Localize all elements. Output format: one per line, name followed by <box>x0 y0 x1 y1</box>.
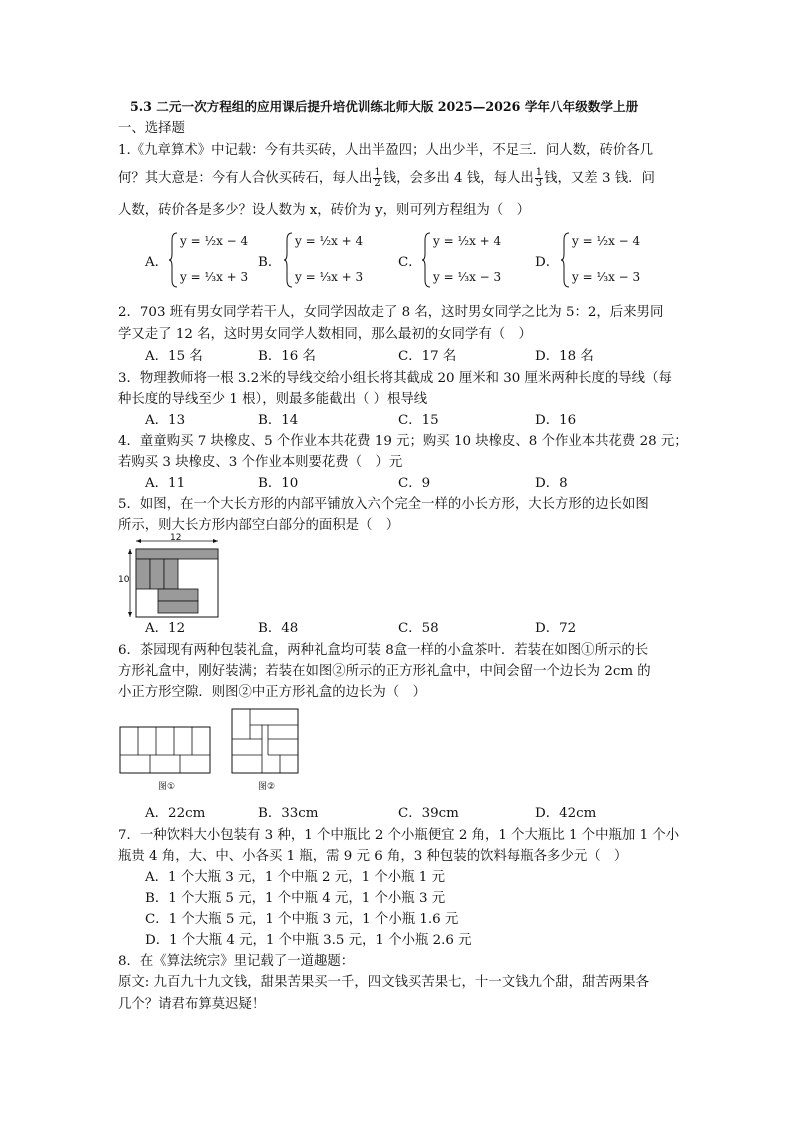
q2-line1: 2．703 班有男女同学若干人，女同学因故走了 8 名，这时男女同学之比为 5：2，后来男同 <box>118 305 664 320</box>
q4-option-d: D．8 <box>535 476 568 491</box>
q3-option-a: A．13 <box>145 413 186 428</box>
q3-option-d: D．16 <box>535 413 577 428</box>
q4-line2: 若购买 3 块橡皮、3 个作业本则要花费（ ）元 <box>118 455 403 470</box>
q7-option-a: A．1 个大瓶 3 元，1 个中瓶 2 元，1 个小瓶 1 元 <box>145 870 445 885</box>
q1-option-c-label: C． <box>398 255 422 270</box>
q1-option-a-eq2: y = ⅓x + 3 <box>180 270 249 284</box>
q7-line2: 瓶贵 4 角，大、中、小各买 1 瓶，需 9 元 6 角，3 种包装的饮料每瓶各多少元（ ） <box>118 849 628 864</box>
q7-option-b: B．1 个大瓶 5 元，1 个中瓶 4 元，1 个小瓶 3 元 <box>145 891 446 906</box>
q4-option-c: C．9 <box>398 476 431 491</box>
q1-line3: 人数，砖价各是多少？设人数为 x，砖价为 y，则可列方程组为（ ） <box>118 203 530 218</box>
q5-fig-height-label: 10 <box>118 575 130 585</box>
q6-option-b: B．33cm <box>258 806 319 821</box>
q1-option-d-eq1: y = ½x − 4 <box>572 234 641 248</box>
q1-option-b-eq1: y = ½x + 4 <box>295 234 364 248</box>
q6-figures <box>118 705 318 795</box>
q1-option-d-eq2: y = ⅓x − 3 <box>572 270 641 284</box>
q4-line1: 4．童童购买 7 块橡皮、5 个作业本共花费 19 元；购买 10 块橡皮、8 个作业本共花费 28 元； <box>118 434 688 449</box>
q5-option-a: A．12 <box>145 621 186 636</box>
q6-line3: 小正方形空隙．则图②中正方形礼盒的边长为（ ） <box>118 685 426 700</box>
q6-line2: 方形礼盒中，刚好装满；若装在如图②所示的正方形礼盒中，中间会留一个边长为 2cm 的 <box>118 664 651 679</box>
q7-option-d: D．1 个大瓶 4 元，1 个中瓶 3.5 元，1 个小瓶 2.6 元 <box>145 933 472 948</box>
page-title: 5.3 二元一次方程组的应用课后提升培优训练北师大版 2025—2026 学年八年级数学上册 <box>130 99 639 114</box>
q7-option-c: C．1 个大瓶 5 元，1 个中瓶 3 元，1 个小瓶 1.6 元 <box>145 912 459 927</box>
q1-option-a-label: A． <box>145 255 169 270</box>
q5-option-d: D．72 <box>535 621 577 636</box>
q8-line2: 原文: 九百九十九文钱，甜果苦果买一千，四文钱买苦果七，十一文钱九个甜，甜苦两果各 <box>118 975 649 990</box>
brace-icon <box>560 232 570 288</box>
brace-icon <box>283 232 293 288</box>
fraction-half: $\frac{1}{2}$ <box>374 167 381 189</box>
q3-option-c: C．15 <box>398 413 439 428</box>
q5-option-c: C．58 <box>398 621 439 636</box>
q7-line1: 7．一种饮料大小包装有 3 种，1 个中瓶比 2 个小瓶便宜 2 角，1 个大瓶比 1 个中瓶加 1 个小 <box>118 828 680 843</box>
q5-figure <box>118 535 228 620</box>
brace-icon <box>168 232 178 288</box>
q1-option-d-system <box>560 232 650 292</box>
q1-option-b-eq2: y = ⅓x + 3 <box>295 270 364 284</box>
q5-option-b: B．48 <box>258 621 299 636</box>
q1-option-c-system <box>421 232 511 292</box>
section-heading: 一、选择题 <box>118 121 185 136</box>
q1-line2 <box>118 168 655 190</box>
gift-box-diagrams <box>118 705 318 795</box>
fraction-third: $\frac{1}{3}$ <box>535 167 543 189</box>
q2-option-d: D．18 名 <box>535 349 594 364</box>
q4-option-b: B．10 <box>258 476 299 491</box>
q8-line3: 几个？请君布算莫迟疑！ <box>118 997 266 1012</box>
q1-option-d-label: D． <box>535 255 560 270</box>
q3-line2: 种长度的导线至少 1 根），则最多能截出（ ）根导线 <box>118 392 428 407</box>
q6-option-d: D．42cm <box>535 806 597 821</box>
q1-line2-text-b: 钱，会多出 4 钱，每人出 <box>382 171 534 186</box>
q5-line1: 5．如图，在一个大长方形的内部平铺放入六个完全一样的小长方形，大长方形的边长如图 <box>118 497 649 512</box>
q6-fig2-caption: 图② <box>258 782 276 792</box>
q5-line2: 所示，则大长方形内部空白部分的面积是（ ） <box>118 518 400 533</box>
q1-option-b-system <box>283 232 373 292</box>
q5-fig-width-label: 12 <box>170 533 182 543</box>
q1-option-a-eq1: y = ½x − 4 <box>180 234 249 248</box>
q6-option-a: A．22cm <box>145 806 206 821</box>
q1-option-c-eq2: y = ⅓x − 3 <box>433 270 502 284</box>
q1-line2-text-c: 钱，又差 3 钱．问 <box>544 171 655 186</box>
q6-line1: 6．茶园现有两种包装礼盒，两种礼盒均可装 8盒一样的小盒茶叶．若装在如图①所示的长 <box>118 643 649 658</box>
q2-option-a: A．15 名 <box>145 349 203 364</box>
q8-line1: 8．在《算法统宗》里记载了一道趣题： <box>118 954 355 969</box>
brace-icon <box>421 232 431 288</box>
q3-option-b: B．14 <box>258 413 299 428</box>
q2-option-b: B．16 名 <box>258 349 316 364</box>
q2-line2: 学又走了 12 名，这时男女同学人数相同，那么最初的女同学有（ ） <box>118 327 532 342</box>
q6-option-c: C．39cm <box>398 806 459 821</box>
q3-line1: 3．物理教师将一根 3.2米的导线交给小组长将其截成 20 厘米和 30 厘米两种长度的导线（每 <box>118 371 672 386</box>
q1-option-a-system <box>168 232 258 292</box>
q6-fig1-caption: 图① <box>158 782 176 792</box>
q1-line2-text-a: 何？其大意是：今有人合伙买砖石，每人出 <box>118 171 373 186</box>
q4-option-a: A．11 <box>145 476 186 491</box>
q1-line1: 1.《九章算术》中记载：今有共买砖，人出半盈四；人出少半，不足三．问人数，砖价各几 <box>118 143 654 158</box>
q1-option-c-eq1: y = ½x + 4 <box>433 234 502 248</box>
q2-option-c: C．17 名 <box>398 349 457 364</box>
q1-option-b-label: B． <box>258 255 282 270</box>
rectangle-tiling-diagram <box>118 535 228 620</box>
